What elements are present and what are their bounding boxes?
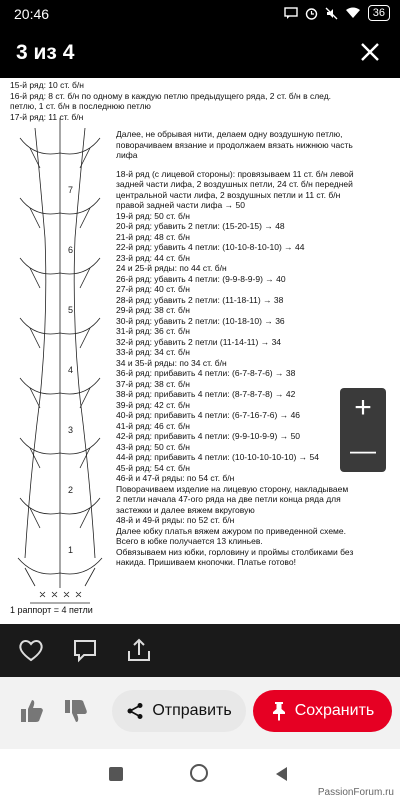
text-line: 27-й ряд: 40 ст. б/н: [116, 284, 190, 294]
row-number-4: 4: [68, 365, 74, 375]
close-button[interactable]: [354, 36, 386, 68]
send-button[interactable]: [112, 690, 246, 732]
text-line: 17-й ряд: 11 ст. б/н: [10, 111, 84, 122]
share-nodes-icon: [126, 702, 144, 720]
text-line: правой задней части лифа → 50: [116, 200, 245, 210]
row-number-6: 6: [68, 245, 74, 255]
share-icon[interactable]: [124, 635, 154, 665]
spacer: [116, 161, 398, 169]
watermark: PassionForum.ru: [317, 787, 394, 798]
text-line: 39-й ряд: 42 ст. б/н: [116, 399, 190, 410]
status-bar: [0, 0, 400, 28]
text-line: Далее юбку платья вяжем ажуром по приведенной схеме.: [116, 525, 346, 536]
status-time: 20:46: [14, 6, 50, 22]
row-number-7: 7: [68, 185, 74, 195]
pin-action-bar: [0, 677, 400, 749]
text-line: 36-й ряд: прибавить 4 петли: (6-7-8-7-6) → 38: [116, 368, 296, 378]
text-line: 15-й ряд: 10 ст. б/н: [10, 80, 84, 90]
text-line: застежки и далее вяжем вкруговую: [116, 504, 255, 515]
text-line: 26-й ряд: убавить 4 петли: (9-9-8-9-9) → 40: [116, 273, 286, 284]
text-line: 31-й ряд: 36 ст. б/н: [116, 326, 190, 336]
instructions-text: [116, 129, 398, 568]
top-text: [10, 80, 395, 122]
text-line: 16-й ряд: 8 ст. б/н по одному в каждую петлю предыдущего ряда, 2 ст. б/н в след.: [10, 90, 332, 101]
text-line: 45-й ряд: 54 ст. б/н: [116, 462, 190, 473]
home-button[interactable]: [190, 764, 208, 782]
action-bar: [0, 624, 400, 677]
recents-button[interactable]: [109, 767, 123, 781]
heart-icon[interactable]: [16, 635, 46, 665]
pattern-image[interactable]: [0, 78, 400, 624]
android-nav-bar: [0, 749, 400, 800]
text-line: Далее, не обрывая нити, делаем одну воздушную петлю,: [116, 129, 343, 139]
back-button[interactable]: [274, 766, 288, 782]
text-line: 46-й и 47-й ряды: по 54 ст. б/н: [116, 473, 235, 483]
save-button[interactable]: [253, 690, 392, 732]
save-label: Сохранить: [294, 702, 375, 719]
text-line: 34 и 35-й ряды: по 34 ст. б/н: [116, 357, 227, 368]
text-line: 48-й и 49-й ряды: по 52 ст. б/н: [116, 515, 235, 525]
wifi-icon: [345, 7, 361, 19]
text-line: 32-й ряд: убавить 2 петли (11-14-11) → 34: [116, 336, 282, 347]
text-line: Обвязываем низ юбки, горловину и проймы столбиками без: [116, 546, 354, 557]
text-line: 22-й ряд: убавить 4 петли: (10-10-8-10-10) → 44: [116, 242, 305, 252]
battery-icon: 36: [368, 5, 390, 21]
text-line: 20-й ряд: убавить 2 петли: (15-20-15) → 48: [116, 221, 285, 231]
text-line: 38-й ряд: прибавить 4 петли: (8-7-8-7-8) → 42: [116, 389, 296, 399]
viewer-header: [0, 28, 400, 78]
text-line: 33-й ряд: 34 ст. б/н: [116, 347, 190, 357]
page-counter: 3 из 4: [16, 41, 75, 64]
rapport-caption: 1 раппорт = 4 петли: [10, 605, 93, 615]
message-icon: [284, 7, 298, 19]
text-line: 44-й ряд: прибавить 4 петли: (10-10-10-10-10) → 54: [116, 452, 319, 462]
comment-icon[interactable]: [70, 635, 100, 665]
zoom-controls: [340, 388, 386, 472]
text-line: 24 и 25-й ряды: по 44 ст. б/н: [116, 263, 227, 273]
thumbs-down-icon[interactable]: [62, 697, 90, 725]
row-number-5: 5: [68, 305, 74, 315]
text-line: 23-й ряд: 44 ст. б/н: [116, 252, 190, 263]
text-line: 42-й ряд: прибавить 4 петли: (9-9-10-9-9) → 50: [116, 431, 301, 441]
text-line: Поворачиваем изделие на лицевую сторону, накладываем: [116, 483, 349, 494]
mute-icon: [325, 7, 338, 20]
text-line: накида. Пришиваем кнопочки. Платье готово!: [116, 557, 296, 567]
alarm-icon: [305, 7, 318, 20]
text-line: петлю, 1 ст. б/н в последнюю петлю: [10, 101, 151, 111]
zoom-in-button[interactable]: +: [354, 391, 372, 424]
row-number-2: 2: [68, 485, 74, 495]
text-line: Всего в юбке получается 13 клиньев.: [116, 536, 263, 546]
text-line: 30-й ряд: убавить 2 петли: (10-18-10) → 36: [116, 315, 285, 326]
text-line: 41-й ряд: 46 ст. б/н: [116, 420, 190, 431]
text-line: поворачиваем вязание и продолжаем вязать нижнюю часть: [116, 139, 353, 150]
text-line: 28-й ряд: убавить 2 петли: (11-18-11) → 38: [116, 294, 284, 305]
row-number-1: 1: [68, 545, 74, 555]
crochet-chart: [10, 118, 110, 613]
close-icon: [360, 42, 380, 62]
pin-icon: [271, 701, 287, 721]
thumbs-up-icon[interactable]: [18, 697, 46, 725]
text-line: 21-й ряд: 48 ст. б/н: [116, 231, 190, 242]
text-line: 40-й ряд: прибавить 4 петли: (6-7-16-7-6) → 46: [116, 410, 301, 420]
status-icons: [284, 5, 390, 21]
text-line: центральной части лифа, 2 воздушных петли и 11 ст. б/н: [116, 189, 341, 200]
text-line: 37-й ряд: 38 ст. б/н: [116, 378, 190, 389]
text-line: 18-й ряд (с лицевой стороны): провязываем 11 ст. б/н левой: [116, 168, 354, 179]
text-line: 2 петли начала 47-ого ряда на две петли конца ряда для: [116, 494, 341, 504]
text-line: задней части лифа, 2 воздушных петли, 24 ст. б/н передней: [116, 179, 353, 189]
row-number-3: 3: [68, 425, 74, 435]
text-line: лифа: [116, 150, 138, 160]
text-line: 43-й ряд: 50 ст. б/н: [116, 441, 190, 452]
send-label: Отправить: [152, 702, 232, 719]
text-line: 29-й ряд: 38 ст. б/н: [116, 305, 190, 315]
zoom-out-button[interactable]: —: [350, 434, 376, 465]
text-line: 19-й ряд: 50 ст. б/н: [116, 210, 190, 221]
